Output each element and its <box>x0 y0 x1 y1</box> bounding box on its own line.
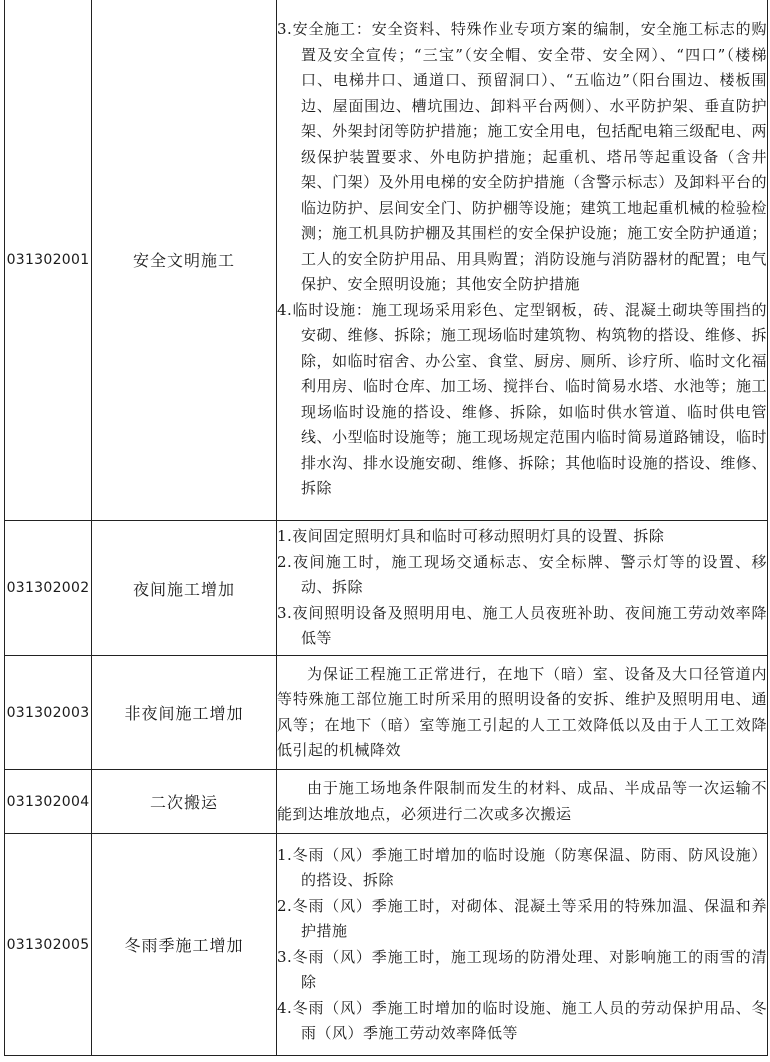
item-content <box>277 656 768 770</box>
content-item: 4.冬雨（风）季施工时增加的临时设施、施工人员的劳动保护用品、冬雨（风）季施工劳动效率降低等 <box>277 998 767 1042</box>
item-code: 031302004 <box>5 770 92 834</box>
item-code: 031302001 <box>5 0 92 521</box>
item-content <box>277 770 768 834</box>
item-content <box>277 521 768 656</box>
content-item: 3.夜间照明设备及照明用电、施工人员夜班补助、夜间施工劳动效率降低等 <box>277 603 767 648</box>
content-item: 2.夜间施工时，施工现场交通标志、安全标牌、警示灯等的设置、移动、拆除 <box>277 552 767 597</box>
content-item: 1.夜间固定照明灯具和临时可移动照明灯具的设置、拆除 <box>277 527 665 546</box>
item-name: 安全文明施工 <box>92 0 277 521</box>
measures-table <box>4 0 768 1056</box>
item-code: 031302003 <box>5 656 92 770</box>
content-paragraph: 由于施工场地条件限制而发生的材料、成品、半成品等一次运输不能到达堆放地点，必须进行二次或多次搬运 <box>277 779 767 823</box>
table-row <box>5 521 768 656</box>
table-row <box>5 0 768 521</box>
item-name: 二次搬运 <box>92 770 277 834</box>
item-code: 031302005 <box>5 834 92 1056</box>
table-row <box>5 770 768 834</box>
item-content <box>277 834 768 1056</box>
item-content <box>277 0 768 521</box>
content-item: 3.安全施工：安全资料、特殊作业专项方案的编制，安全施工标志的购置及安全宣传；“三宝”（安全帽、安全带、安全网）、“四口”（楼梯口、电梯井口、通道口、预留洞口）、“五临边”（阳台围边、楼板围边、屋面围边、槽坑围边、卸料平台两侧）、水平防护架、垂直防护架、外架封闭等防护措施；施工安全用电，包括配电箱三级配电、两级保护装置要求、外电防护措施；起重机、塔吊等起重设备（含井架、门架）及外用电梯的安全防护措施（含警示标志）及卸料平台的临边防护、层间安全门、防护棚等设施；建筑工地起重机械的检验检测；施工机具防护棚及其围栏的安全保护设施；施工安全防护通道；工人的安全防护用品、用具购置；消防设施与消防器材的配置；电气保护、安全照明设施；其他安全防护措施 <box>277 20 767 294</box>
content-item: 4.临时设施：施工现场采用彩色、定型钢板，砖、混凝土砌块等围挡的安砌、维修、拆除；施工现场临时建筑物、构筑物的搭设、维修、拆除，如临时宿舍、办公室、食堂、厨房、厕所、诊疗所、临时文化福利用房、临时仓库、加工场、搅拌台、临时简易水塔、水池等；施工现场临时设施的搭设、维修、拆除，如临时供水管道、临时供电管线、小型临时设施等；施工现场规定范围内临时简易道路铺设，临时排水沟、排水设施安砌、维修、拆除；其他临时设施的搭设、维修、拆除 <box>277 300 767 498</box>
content-item: 3.冬雨（风）季施工时，施工现场的防滑处理、对影响施工的雨雪的清除 <box>277 947 767 991</box>
content-paragraph: 为保证工程施工正常进行，在地下（暗）室、设备及大口径管道内等特殊施工部位施工时所采用的照明设备的安拆、维护及照明用电、通风等；在地下（暗）室等施工引起的人工工效降低以及由于人工工效降低引起的机械降效 <box>277 664 767 759</box>
item-name: 冬雨季施工增加 <box>92 834 277 1056</box>
table-row <box>5 834 768 1056</box>
item-name: 非夜间施工增加 <box>92 656 277 770</box>
item-code: 031302002 <box>5 521 92 656</box>
content-item: 1.冬雨（风）季施工时增加的临时设施（防寒保温、防雨、防风设施）的搭设、拆除 <box>277 845 767 889</box>
item-name: 夜间施工增加 <box>92 521 277 656</box>
table-row <box>5 656 768 770</box>
content-item: 2.冬雨（风）季施工时，对砌体、混凝土等采用的特殊加温、保温和养护措施 <box>277 896 767 940</box>
